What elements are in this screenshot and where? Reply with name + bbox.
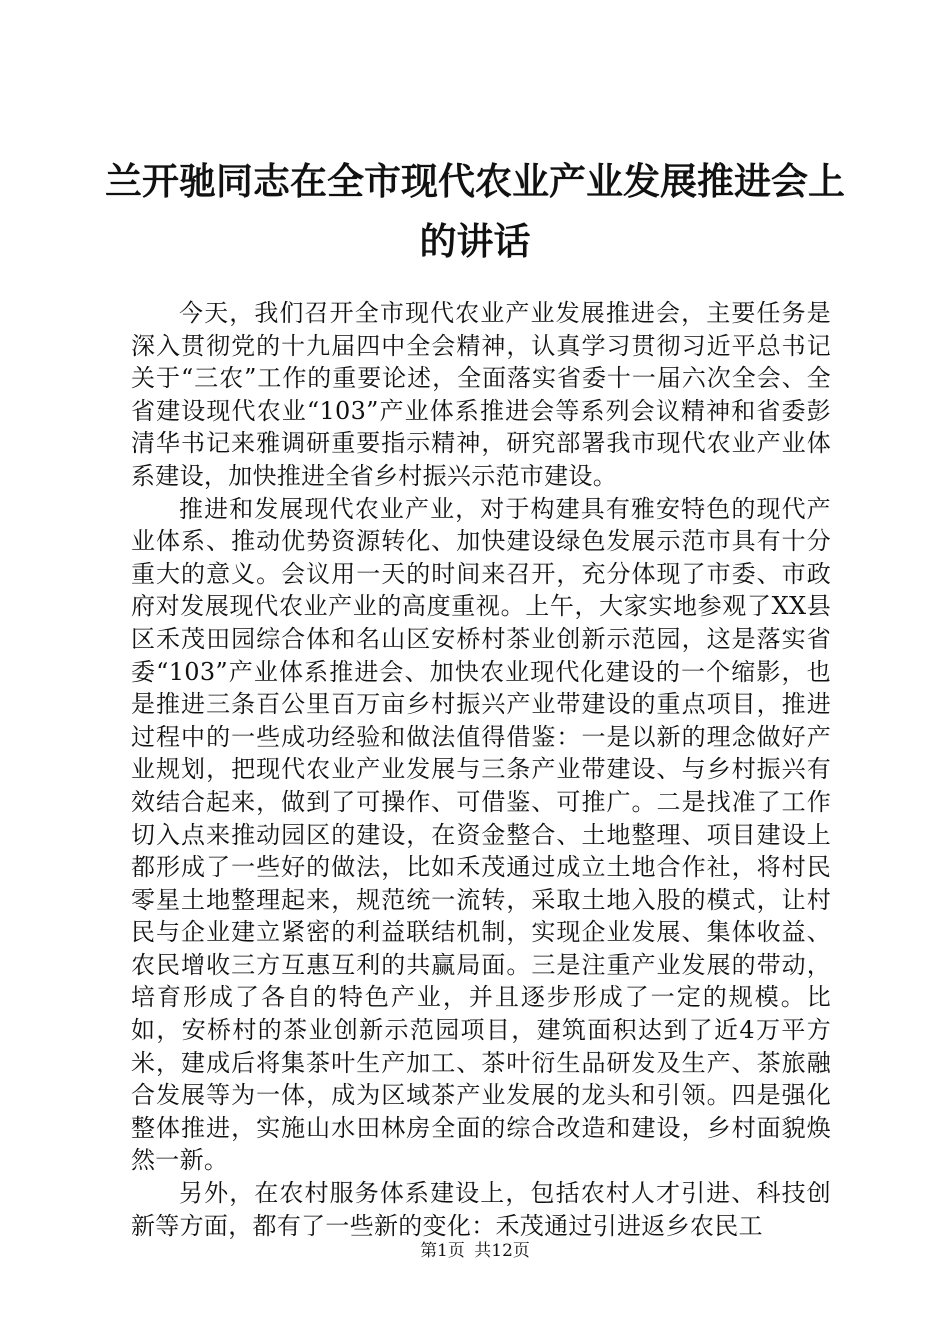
page-footer <box>0 1240 950 1262</box>
paragraph-2: 推进和发展现代农业产业，对于构建具有雅安特色的现代产业体系、推动优势资源转化、加快建设绿色发展示范市具有十分重大的意义。会议用一天的时间来召开，充分体现了市委、市政府对发展现代农业产业的高度重视。上午，大家实地参观了XX县区禾茂田园综合体和名山区安桥村茶业创新示范园，这是落实省委“103”产业体系推进会、加快农业现代化建设的一个缩影，也是推进三条百公里百万亩乡村振兴产业带建设的重点项目，推进过程中的一些成功经验和做法值得借鉴：一是以新的理念做好产业规划，把现代农业产业发展与三条产业带建设、与乡村振兴有效结合起来，做到了可操作、可借鉴、可推广。二是找准了工作切入点来推动园区的建设，在资金整合、土地整理、项目建设上都形成了一些好的做法，比如禾茂通过成立土地合作社，将村民零星土地整理起来，规范统一流转，采取土地入股的模式，让村民与企业建立紧密的利益联结机制，实现企业发展、集体收益、农民增收三方互惠互利的共赢局面。三是注重产业发展的带动，培育形成了各自的特色产业，并且逐步形成了一定的规模。比如，安桥村的茶业创新示范园项目，建筑面积达到了近4万平方米，建成后将集茶叶生产加工、茶叶衍生品研发及生产、茶旅融合发展等为一体，成为区域茶产业发展的龙头和引领。四是强化整体推进，实施山水田林房全面的综合改造和建设，乡村面貌焕然一新。 <box>131 494 831 1175</box>
paragraph-3: 另外，在农村服务体系建设上，包括农村人才引进、科技创新等方面，都有了一些新的变化：禾茂通过引进返乡农民工 <box>131 1179 831 1240</box>
document-title-line-1: 兰开驰同志在全市现代农业产业发展推进会上 <box>105 160 845 203</box>
page-total: 共12页 <box>474 1241 530 1261</box>
document-body <box>131 297 831 1242</box>
paragraph-1: 今天，我们召开全市现代农业产业发展推进会，主要任务是深入贯彻党的十九届四中全会精神，认真学习贯彻习近平总书记关于“三农”工作的重要论述，全面落实省委十一届六次全会、全省建设现代农业“103”产业体系推进会等系列会议精神和省委彭清华书记来雅调研重要指示精神，研究部署我市现代农业产业体系建设，加快推进全省乡村振兴示范市建设。 <box>131 299 831 490</box>
page-number: 第1页 <box>420 1241 465 1261</box>
document-title-line-2: 的讲话 <box>419 220 531 263</box>
